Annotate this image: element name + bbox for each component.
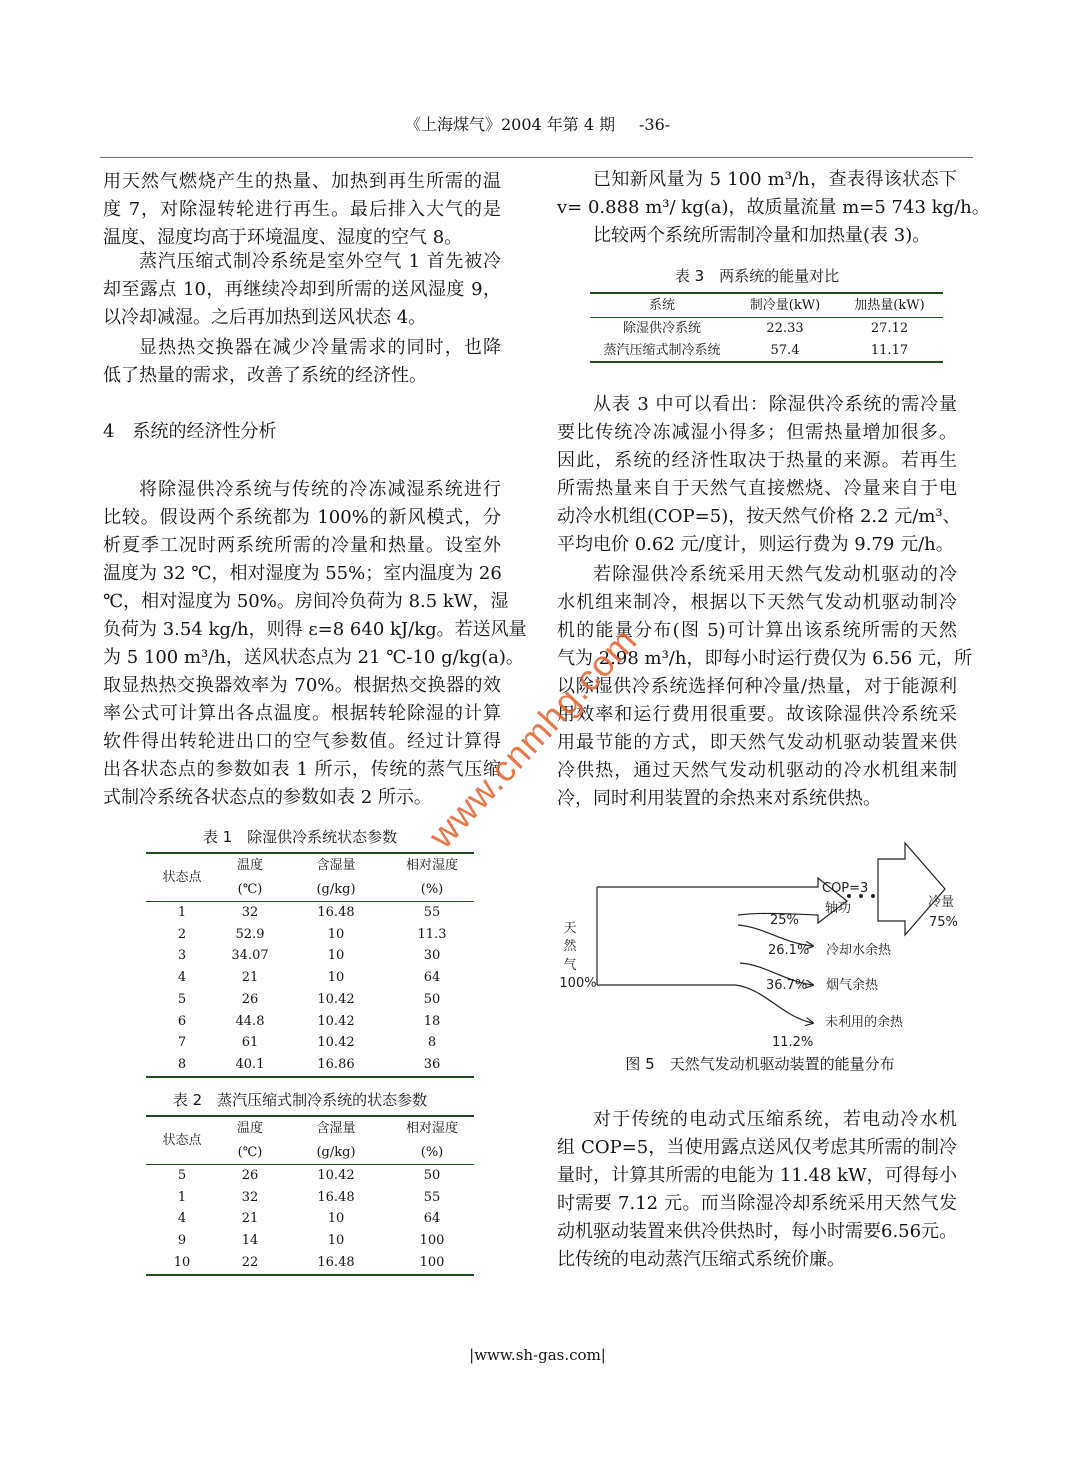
shaft-label: 轴功: [825, 901, 852, 916]
text-line: 度 7，对除湿转轮进行再生。最后排入大气的是: [103, 199, 501, 220]
table-cell: 8: [427, 1035, 437, 1051]
table-cell: 蒸汽压缩式制冷系统: [603, 342, 721, 358]
table-cell: 11.3: [417, 926, 447, 942]
table-cell: 34.07: [231, 948, 269, 964]
table3: [590, 292, 943, 363]
text-line: 蒸汽压缩式制冷系统是室外空气 1 首先被冷: [139, 251, 501, 272]
text-line: 动冷水机组(COP=5)，按天然气价格 2.2 元/m³、: [557, 506, 961, 527]
source-percent: 100%: [559, 976, 597, 991]
table-cell: 44.8: [235, 1013, 265, 1029]
unused-heat-percent: 11.2%: [772, 1035, 814, 1050]
text-line: 冷供热，通过天然气发动机驱动的冷水机组来制: [557, 760, 957, 781]
table-cell: 6: [177, 1013, 187, 1029]
table-row: [146, 1187, 474, 1209]
table-cell: 100: [419, 1233, 445, 1249]
text-line: v= 0.888 m³/ kg(a)，故质量流量 m=5 743 kg/h。: [557, 197, 990, 218]
text-line: 因此，系统的经济性取决于热量的来源。若再生: [557, 450, 957, 471]
text-line: 若除湿供冷系统采用天然气发动机驱动的冷: [593, 564, 957, 585]
table-cell: 40.1: [235, 1056, 265, 1072]
paragraph: [103, 168, 501, 252]
paragraph: [557, 166, 990, 222]
table-cell: 1: [177, 905, 187, 920]
text-line: 式制冷系统各状态点的参数如表 2 所示。: [103, 787, 432, 808]
table-cell: 27.12: [870, 321, 909, 336]
source-label: 然: [563, 939, 577, 954]
column-header: 状态点: [146, 1116, 218, 1165]
column-unit: (%): [390, 1141, 474, 1165]
text-line: 比较两个系统所需制冷量和加热量(表 3)。: [593, 225, 931, 246]
text-line: 出各状态点的参数如表 1 所示，传统的蒸气压缩: [103, 759, 501, 780]
column-header: 加热量(kW): [836, 293, 943, 318]
text-line: 却至露点 10，再继续冷却到所需的送风湿度 9，: [103, 279, 501, 300]
table-cell: 36: [423, 1056, 441, 1072]
table-row: [590, 318, 943, 340]
table-cell: 100: [419, 1254, 445, 1270]
text-line: 取显热热交换器效率为 70%。根据热交换器的效: [103, 675, 501, 696]
table-cell: 32: [241, 1189, 259, 1205]
table-cell: 10: [327, 1233, 345, 1249]
table-cell: 30: [423, 948, 441, 964]
table-row: [146, 945, 474, 967]
text-line: 温度、湿度均高于环境温度、湿度的空气 8。: [103, 227, 463, 248]
table-cell: 8: [177, 1056, 187, 1072]
text-line: 所需热量来自于天然气直接燃烧、冷量来自于电: [557, 478, 957, 499]
text-line: 机的能量分布(图 5)可计算出该系统所需的天然: [557, 620, 957, 641]
watermark: www.cnmhg.com: [420, 619, 645, 856]
header-rule: [100, 157, 973, 158]
text-line: 用效率和运行费用很重要。故该除湿供冷系统采: [557, 704, 957, 725]
text-line: 以冷却减湿。之后再加热到送风状态 4。: [103, 307, 427, 328]
paragraph: [103, 334, 501, 390]
table-row: [146, 1054, 474, 1077]
cooling-label: 冷量: [928, 895, 955, 910]
table-cell: 5: [177, 1168, 187, 1183]
text-line: 气为 2.98 m³/h，即每小时运行费仅为 6.56 元，所: [557, 648, 972, 669]
table-cell: 61: [241, 1035, 259, 1051]
table1: [146, 852, 474, 1078]
table-cell: 5: [177, 991, 187, 1007]
table-cell: 10: [327, 1211, 345, 1227]
table-cell: 10.42: [317, 991, 355, 1007]
table3-title: 表 3 两系统的能量对比: [674, 267, 840, 285]
table-cell: 1: [177, 1189, 187, 1205]
text-line: 比较。假设两个系统都为 100%的新风模式，分: [103, 507, 501, 528]
text-line: 量时，计算其所需的电能为 11.48 kW，可得每小: [557, 1165, 957, 1186]
table-cell: 22.33: [766, 321, 804, 336]
text-line: 动机驱动装置来供冷供热时，每小时需要6.56元。: [557, 1221, 958, 1242]
text-line: 平均电价 0.62 元/度计，则运行费为 9.79 元/h。: [557, 534, 954, 555]
text-line: 已知新风量为 5 100 m³/h，查表得该状态下: [593, 169, 957, 190]
text-line: 水机组来制冷，根据以下天然气发动机驱动制冷: [557, 592, 957, 613]
table-cell: 52.9: [235, 926, 265, 942]
text-line: 从表 3 中可以看出：除湿供冷系统的需冷量: [593, 394, 957, 415]
cop-label: COP=3: [822, 881, 869, 896]
text-line: 负荷为 3.54 kg/h，则得 ε=8 640 kJ/kg。若送风量: [103, 619, 527, 640]
cooling-percent: 75%: [929, 915, 958, 930]
column-header: 系统: [590, 293, 734, 318]
table-cell: 21: [241, 970, 259, 986]
table-row: [146, 1208, 474, 1230]
table-row: [146, 1165, 474, 1187]
table-cell: 7: [177, 1035, 187, 1051]
text-line: 软件得出转轮进出口的空气参数值。经过计算得: [103, 731, 501, 752]
text-line: 将除湿供冷系统与传统的冷冻减湿系统进行: [139, 479, 501, 500]
text-line: 析夏季工况时两系统所需的冷量和热量。设室外: [103, 535, 501, 556]
section-heading: 4 系统的经济性分析: [103, 421, 277, 442]
figure-caption: 图 5 天然气发动机驱动装置的能量分布: [625, 1055, 895, 1073]
text-line: 用天然气燃烧产生的热量、加热到再生所需的温: [103, 171, 501, 192]
table-row: [146, 967, 474, 989]
table-cell: 32: [241, 905, 259, 920]
shaft-power-arrow: [597, 878, 847, 923]
table-cell: 9: [177, 1233, 187, 1249]
text-line: 温度为 32 ℃，相对湿度为 55%；室内温度为 26: [103, 563, 502, 584]
table-cell: 10.42: [317, 1013, 355, 1029]
energy-distribution-figure: [550, 835, 970, 1050]
table2: [146, 1115, 474, 1276]
table-cell: 3: [177, 948, 187, 964]
table-cell: 10.42: [317, 1035, 355, 1051]
table-cell: 10: [327, 926, 345, 942]
table-cell: 11.17: [870, 342, 909, 358]
table-cell: 14: [241, 1233, 259, 1249]
text-line: 显热热交换器在减少冷量需求的同时，也降: [139, 337, 501, 358]
table1-title: 表 1 除湿供冷系统状态参数: [202, 828, 398, 846]
table-cell: 16.48: [317, 905, 355, 920]
column-unit: (℃): [218, 1141, 282, 1165]
table-cell: 除湿供冷系统: [622, 321, 701, 336]
table-row: [146, 989, 474, 1011]
text-line: 比传统的电动蒸汽压缩式系统价廉。: [557, 1249, 845, 1270]
column-header: 温度: [236, 1121, 263, 1136]
text-line: 要比传统冷冻减湿小得多；但需热量增加很多。: [557, 422, 957, 443]
ellipsis-dot: [871, 894, 875, 898]
text-line: 以除湿供冷系统选择何种冷量/热量，对于能源利: [557, 676, 957, 697]
column-unit: (℃): [218, 878, 282, 902]
text-line: 率公式可计算出各点温度。根据转轮除湿的计算: [103, 703, 501, 724]
text-line: 低了热量的需求，改善了系统的经济性。: [103, 365, 427, 386]
table-cell: 18: [423, 1013, 441, 1029]
column-header: 制冷量(kW): [734, 293, 836, 318]
column-unit: (%): [390, 878, 474, 902]
table-row: [146, 1252, 474, 1275]
column-header: 含湿量: [316, 858, 356, 873]
table-cell: 4: [177, 1211, 187, 1227]
table-row: [146, 1230, 474, 1252]
shaft-percent: 25%: [770, 913, 799, 928]
table-cell: 10.42: [317, 1168, 355, 1183]
table-row: [146, 924, 474, 946]
table-cell: 26: [241, 991, 259, 1007]
table-cell: 50: [423, 991, 441, 1007]
table-cell: 16.48: [317, 1189, 355, 1205]
table-cell: 4: [177, 970, 187, 986]
column-header: 相对湿度: [405, 858, 458, 873]
column-unit: (g/kg): [282, 1141, 390, 1165]
table-cell: 2: [177, 926, 187, 942]
column-header: 状态点: [146, 853, 218, 902]
text-line: 用最节能的方式，即天然气发动机驱动装置来供: [557, 732, 957, 753]
table-row: [146, 1011, 474, 1033]
table-row: [590, 340, 943, 363]
table-cell: 22: [241, 1254, 259, 1270]
text-line: ℃，相对湿度为 50%。房间冷负荷为 8.5 kW，湿: [103, 591, 509, 612]
text-line: 时需要 7.12 元。而当除湿冷却系统采用天然气发: [557, 1193, 957, 1214]
paragraph: [103, 248, 501, 332]
table-cell: 50: [423, 1168, 441, 1183]
paragraph: [557, 391, 961, 559]
table-cell: 57.4: [770, 342, 800, 358]
table-cell: 16.48: [317, 1254, 355, 1270]
text-line: 组 COP=5，当使用露点送风仅考虑其所需的制冷: [557, 1137, 957, 1158]
source-label: 气: [563, 958, 577, 973]
table-cell: 10: [327, 970, 345, 986]
unused-heat-label: 未利用的余热: [825, 1015, 904, 1030]
journal-title: 《上海煤气》2004 年第 4 期: [405, 115, 616, 134]
cooling-water-label: 冷却水余热: [826, 943, 892, 958]
table2-title: 表 2 蒸汽压缩式制冷系统的状态参数: [172, 1091, 428, 1109]
text-line: 冷，同时利用装置的余热来对系统供热。: [557, 788, 881, 809]
text-line: 对于传统的电动式压缩系统，若电动冷水机: [593, 1109, 957, 1130]
table-row: [146, 1032, 474, 1054]
table-cell: 10: [173, 1254, 191, 1270]
flue-gas-label: 烟气余热: [826, 978, 879, 993]
page-number: -36-: [639, 115, 671, 134]
paragraph: [557, 222, 957, 250]
column-header: 相对湿度: [405, 1121, 458, 1136]
table-cell: 10: [327, 948, 345, 964]
footer-url: |www.sh-gas.com|: [469, 1346, 606, 1364]
column-header: 含湿量: [316, 1121, 356, 1136]
cooling-water-percent: 26.1%: [768, 943, 810, 958]
table-cell: 21: [241, 1211, 259, 1227]
flue-gas-percent: 36.7%: [766, 978, 808, 993]
text-line: 为 5 100 m³/h，送风状态点为 21 ℃-10 g/kg(a)。: [103, 647, 524, 668]
table-cell: 55: [423, 905, 441, 920]
paragraph: [557, 1106, 957, 1274]
table-row: [146, 902, 474, 924]
paragraph: [557, 561, 972, 813]
source-label: 天: [563, 921, 577, 936]
table-cell: 64: [423, 1211, 441, 1227]
paragraph: [103, 476, 527, 812]
column-header: 温度: [236, 858, 263, 873]
table-cell: 64: [423, 970, 441, 986]
table-cell: 55: [423, 1189, 441, 1205]
table-cell: 26: [241, 1168, 259, 1183]
column-unit: (g/kg): [282, 878, 390, 902]
table-cell: 16.86: [317, 1056, 355, 1072]
